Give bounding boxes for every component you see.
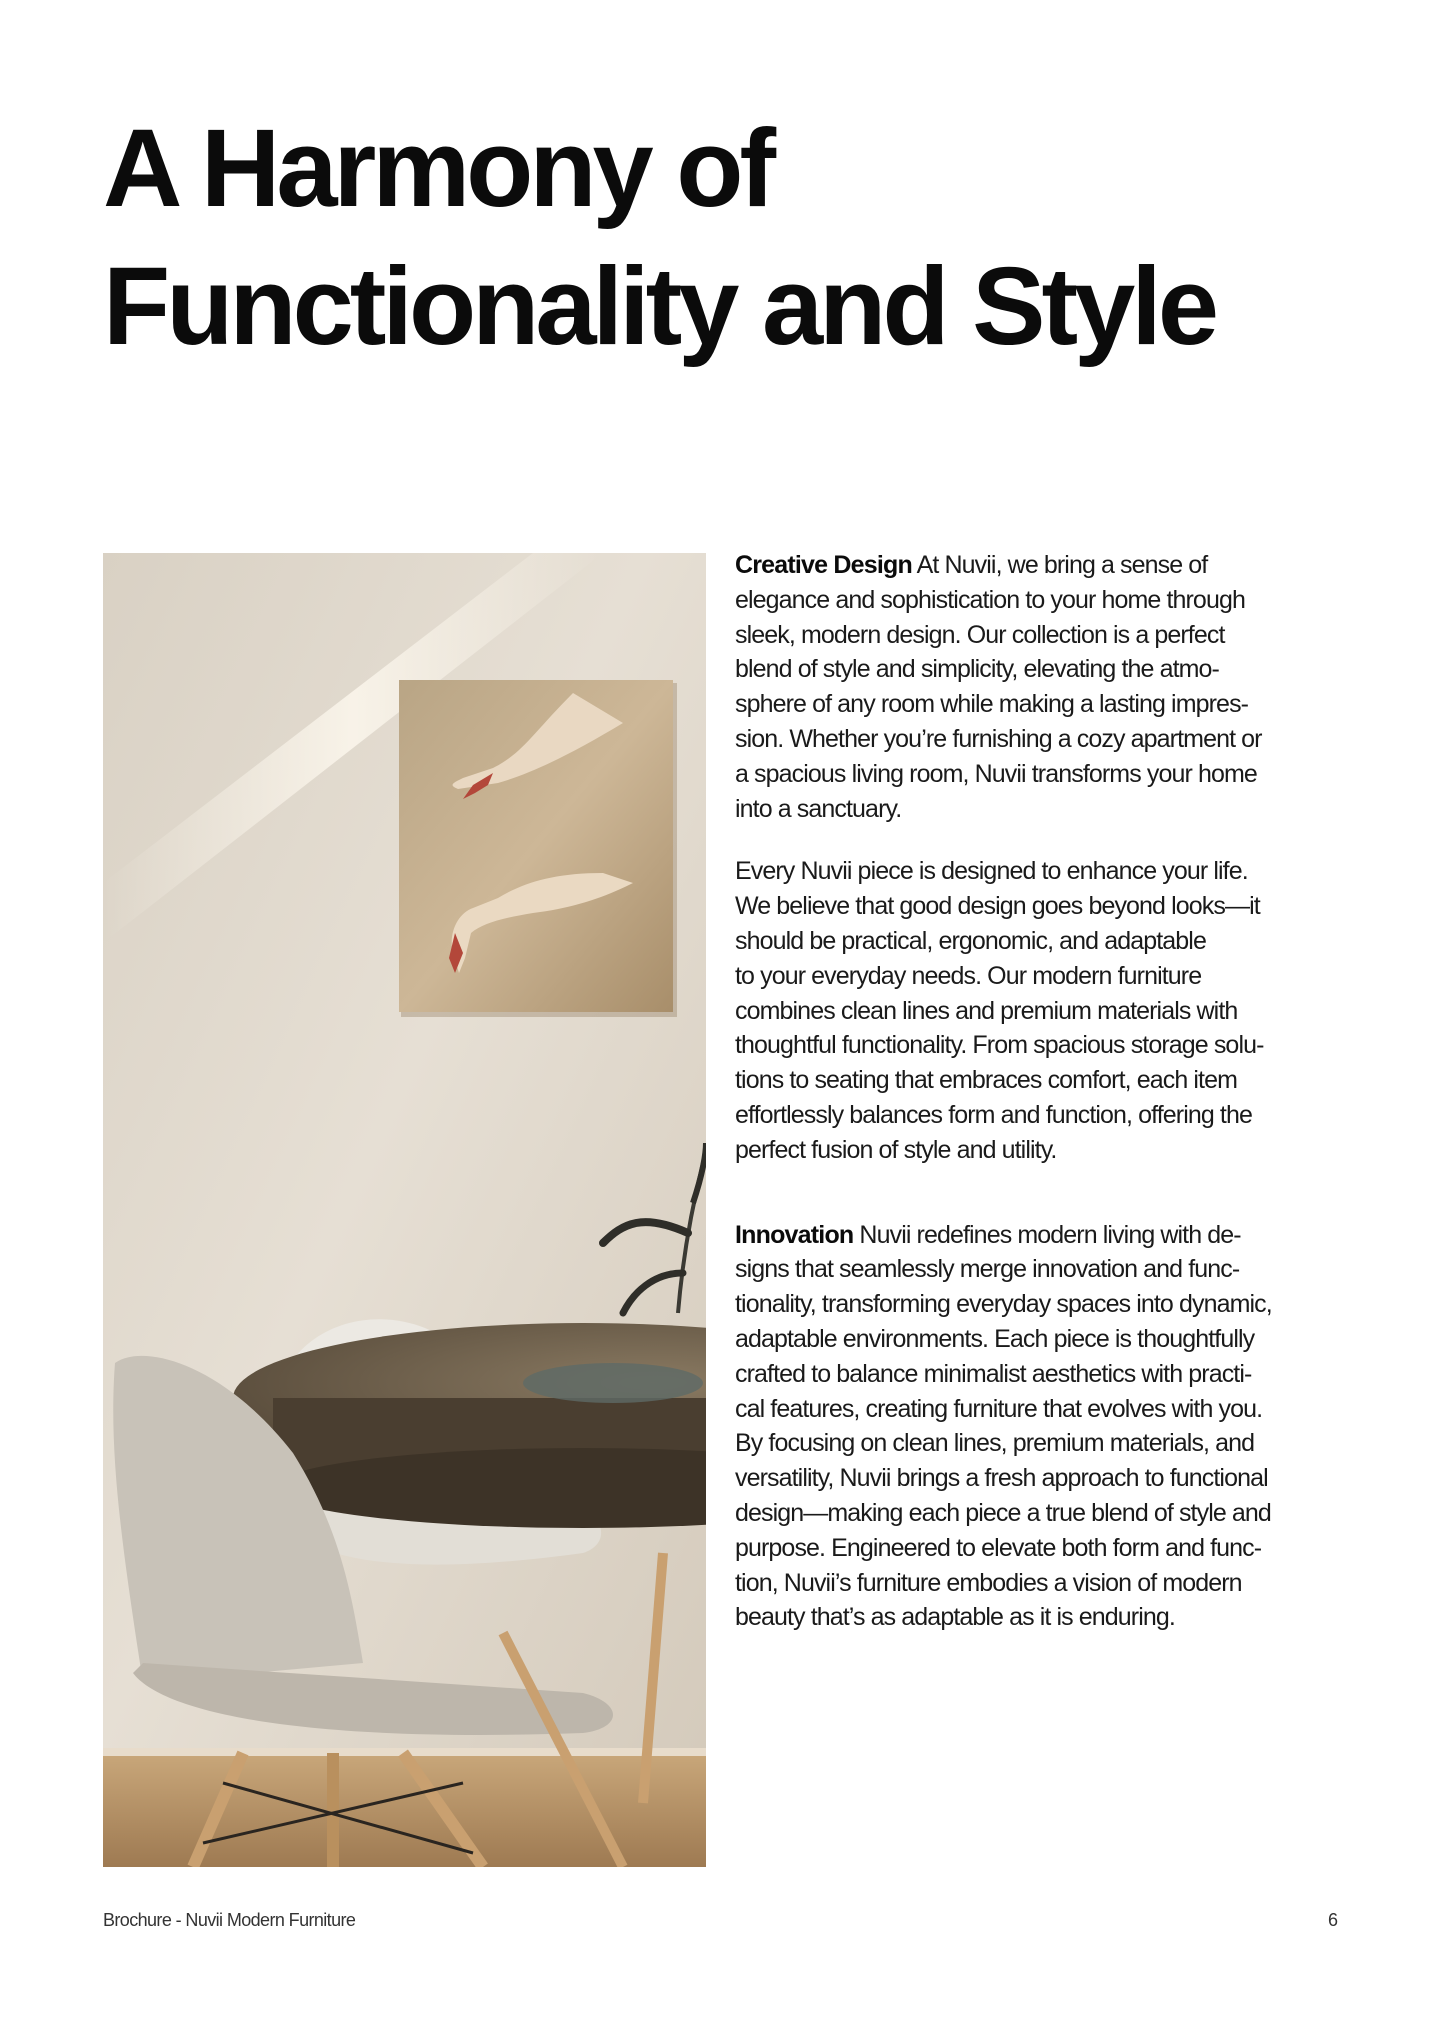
text-line: into a sanctuary.	[735, 794, 902, 823]
text-line: sleek, modern design. Our collection is a perfect	[735, 620, 1225, 649]
text-line: combines clean lines and premium materials with	[735, 996, 1238, 1025]
text-line: Every Nuvii piece is designed to enhance your life.	[735, 857, 1248, 886]
text-line: cal features, creating furniture that evolves with you.	[735, 1394, 1263, 1423]
text-line: sion. Whether you’re furnishing a cozy apartment or	[735, 724, 1262, 753]
text-line: thoughtful functionality. From spacious storage solu-	[735, 1031, 1264, 1060]
text-line: design—making each piece a true blend of style and	[735, 1498, 1271, 1527]
text-line: elegance and sophistication to your home through	[735, 585, 1245, 614]
heading-innovation: Innovation	[735, 1220, 854, 1249]
paragraph-every-piece	[735, 854, 1345, 1167]
text-line: versatility, Nuvii brings a fresh approach to functional	[735, 1464, 1268, 1493]
page-title	[103, 100, 1343, 376]
paragraph-creative-design	[735, 548, 1345, 826]
title-line-1: A Harmony of	[103, 107, 773, 230]
dining-room-photo	[103, 553, 706, 1867]
text-line: adaptable environments. Each piece is thoughtfully	[735, 1324, 1255, 1353]
paragraph-innovation	[735, 1218, 1345, 1636]
text-line: Innovation Nuvii redefines modern living with de-	[735, 1220, 1241, 1249]
text-line: signs that seamlessly merge innovation and func-	[735, 1255, 1240, 1284]
page-number: 6	[1327, 1910, 1338, 1930]
text-line: to your everyday needs. Our modern furniture	[735, 961, 1202, 990]
title-line-2: Functionality and Style	[103, 245, 1216, 368]
body-text-column	[735, 548, 1345, 1635]
heading-creative-design: Creative Design	[735, 551, 912, 579]
text-line: effortlessly balances form and function, offering the	[735, 1100, 1252, 1129]
footer-brochure-label: Brochure - Nuvii Modern Furniture	[103, 1910, 356, 1930]
text-line: By focusing on clean lines, premium materials, and	[735, 1429, 1255, 1458]
text-line: a spacious living room, Nuvii transforms your home	[735, 759, 1257, 788]
text-line: blend of style and simplicity, elevating the atmo-	[735, 655, 1219, 684]
text-line: perfect fusion of style and utility.	[735, 1135, 1057, 1164]
text-line: sphere of any room while making a lasting impres-	[735, 690, 1249, 719]
text-line: Creative Design At Nuvii, we bring a sense of	[735, 551, 1208, 579]
text-line: tion, Nuvii’s furniture embodies a vision of modern	[735, 1568, 1242, 1597]
text-line: crafted to balance minimalist aesthetics with practi-	[735, 1359, 1252, 1388]
text-line: should be practical, ergonomic, and adaptable	[735, 926, 1206, 955]
text-line: beauty that’s as adaptable as it is enduring.	[735, 1603, 1175, 1632]
text-line: purpose. Engineered to elevate both form and func-	[735, 1533, 1262, 1562]
text-line: tionality, transforming everyday spaces into dynamic,	[735, 1290, 1272, 1319]
dining-room-illustration	[103, 553, 706, 1867]
text-line: We believe that good design goes beyond looks—it	[735, 892, 1260, 921]
text-line: tions to seating that embraces comfort, each item	[735, 1066, 1237, 1095]
